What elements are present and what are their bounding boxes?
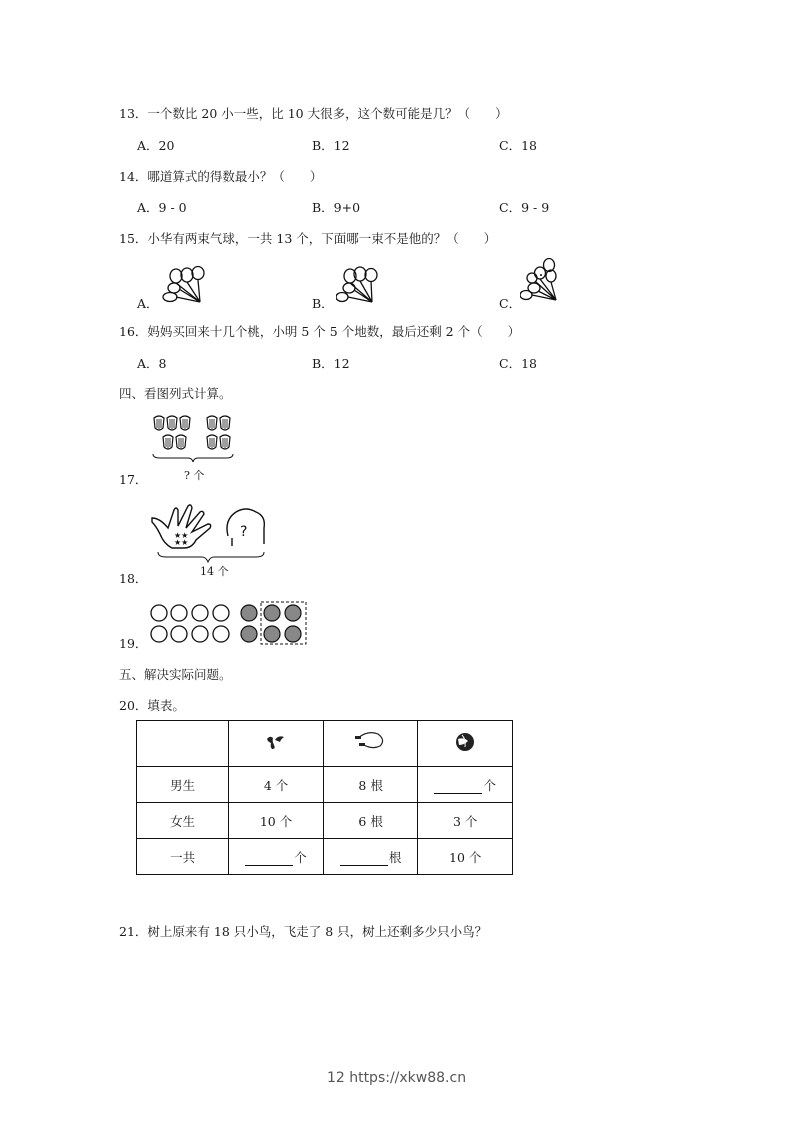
table-header-ball xyxy=(418,721,513,767)
q16-option-b: B．12 xyxy=(312,356,350,371)
jump-rope-icon xyxy=(354,732,388,752)
table-header-jump-rope xyxy=(323,721,418,767)
q13-option-a: A．20 xyxy=(137,138,175,153)
cell-shuttlecock-blank[interactable]: 个 xyxy=(229,839,324,875)
q13-option-b: B．12 xyxy=(312,138,350,153)
balloon-bunch-icon xyxy=(162,266,210,306)
question-16-text: 16．妈妈买回来十几个桃，小明 5 个 5 个地数，最后还剩 2 个（ ） xyxy=(119,324,521,339)
cell-jump-rope: 6 根 xyxy=(323,803,418,839)
q17-caption: ? 个 xyxy=(184,469,205,482)
cell-jump-rope: 8 根 xyxy=(323,767,418,803)
section-5-title: 五、解决实际问题。 xyxy=(119,667,232,682)
table-header-shuttlecock xyxy=(229,721,324,767)
row-label: 男生 xyxy=(137,767,229,803)
table-row-total xyxy=(137,839,513,875)
svg-text:★★: ★★ xyxy=(174,538,189,547)
balloon-bunch-icon xyxy=(520,258,562,304)
q17-number: 17． xyxy=(119,472,148,487)
fill-in-table xyxy=(136,720,513,875)
q19-number: 19． xyxy=(119,636,148,651)
q15-option-c: C． xyxy=(499,296,522,311)
table-header-row xyxy=(137,721,513,767)
answer-blank[interactable] xyxy=(340,853,388,866)
q14-option-b: B．9+0 xyxy=(312,200,361,215)
circles-illustration xyxy=(148,600,310,646)
cell-ball: 3 个 xyxy=(418,803,513,839)
cell-ball-blank[interactable]: 个 xyxy=(418,767,513,803)
cell-jump-rope-blank[interactable]: 根 xyxy=(323,839,418,875)
table-row-boys xyxy=(137,767,513,803)
q16-option-a: A．8 xyxy=(137,356,167,371)
question-20-title: 20．填表。 xyxy=(119,698,185,713)
q18-caption: 14 个 xyxy=(200,565,229,578)
row-label: 女生 xyxy=(137,803,229,839)
q18-number: 18． xyxy=(119,571,148,586)
svg-text:★★: ★★ xyxy=(174,531,189,540)
section-4-title: 四、看图列式计算。 xyxy=(119,386,232,401)
answer-blank[interactable] xyxy=(434,781,482,794)
cell-ball: 10 个 xyxy=(418,839,513,875)
hands-illustration xyxy=(148,500,278,568)
q15-option-a: A． xyxy=(137,296,159,311)
q16-option-c: C．18 xyxy=(499,356,537,371)
answer-blank[interactable] xyxy=(245,853,293,866)
q13-option-c: C．18 xyxy=(499,138,537,153)
cell-shuttlecock: 10 个 xyxy=(229,803,324,839)
cell-shuttlecock: 4 个 xyxy=(229,767,324,803)
shuttlecock-icon xyxy=(264,733,288,751)
peppers-illustration xyxy=(150,412,240,468)
table-header-empty xyxy=(137,721,229,767)
question-13-text: 13．一个数比 20 小一些，比 10 大很多，这个数可能是几？（ ） xyxy=(119,106,508,121)
balloon-bunch-icon xyxy=(336,266,384,306)
question-14-text: 14．哪道算式的得数最小？（ ） xyxy=(119,169,323,184)
q14-option-a: A．9 - 0 xyxy=(137,200,187,215)
row-label: 一共 xyxy=(137,839,229,875)
q14-option-c: C．9 - 9 xyxy=(499,200,550,215)
ball-icon xyxy=(454,731,476,753)
page-footer: 12 https://xkw88.cn xyxy=(326,1070,467,1086)
q15-option-b: B． xyxy=(312,296,334,311)
table-row-girls xyxy=(137,803,513,839)
question-15-text: 15．小华有两束气球，一共 13 个，下面哪一束不是他的？（ ） xyxy=(119,231,497,246)
question-21-text: 21．树上原来有 18 只小鸟，飞走了 8 只，树上还剩多少只小鸟？ xyxy=(119,924,488,939)
svg-text:?: ? xyxy=(240,524,248,540)
